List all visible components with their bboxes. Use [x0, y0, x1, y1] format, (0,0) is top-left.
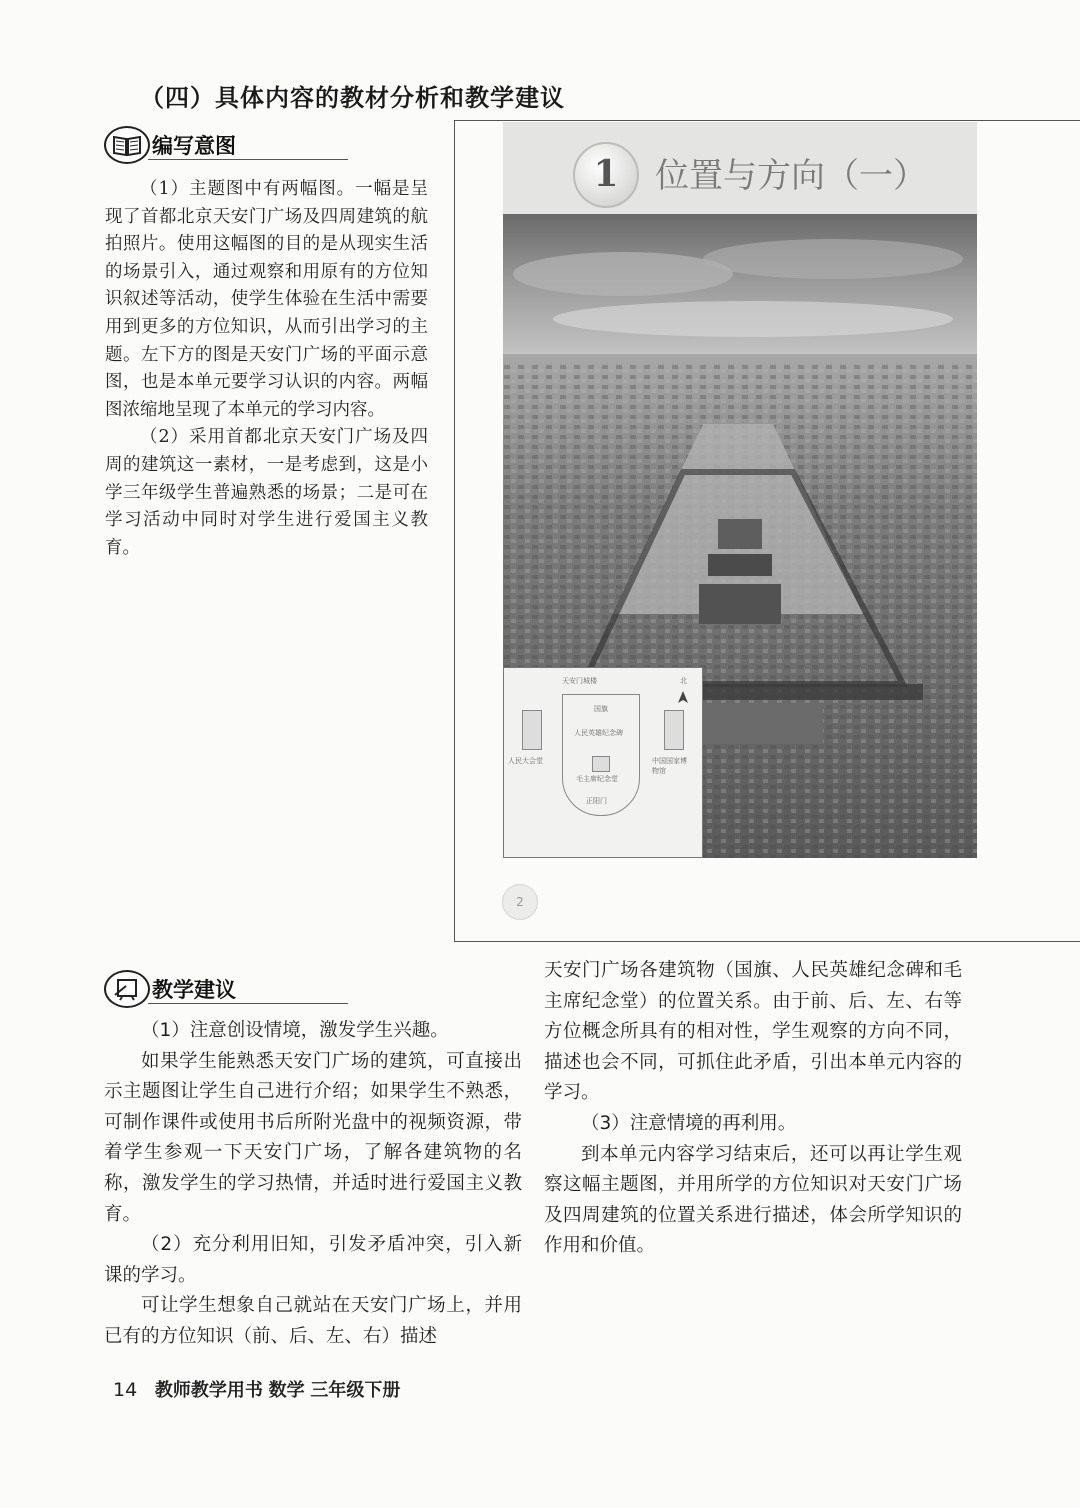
writing-intent-text — [105, 176, 428, 562]
map-label: 天安门城楼 — [562, 677, 597, 685]
heading-underline — [148, 1003, 348, 1004]
tiananmen-plan-map — [503, 667, 703, 858]
paragraph: 如果学生能熟悉天安门广场的建筑，可直接出示主题图让学生自己进行介绍；如果学生不熟悉，可制作课件或使用书后所附光盘中的视频资源，带着学生参观一下天安门广场，了解各建筑物的名称，激发学生的学习热情，并适时进行爱国主义教育。 — [104, 1050, 522, 1225]
open-book-icon — [104, 126, 150, 164]
paragraph: 可让学生想象自己就站在天安门广场上，并用已有的方位知识（前、后、左、右）描述 — [104, 1295, 522, 1347]
page-number: 14 — [113, 1379, 138, 1401]
section-title: （四）具体内容的教材分析和教学建议 — [140, 84, 565, 112]
map-label: 毛主席纪念堂 — [576, 775, 618, 783]
museum-block — [664, 710, 684, 750]
writing-intent-label: 编写意图 — [152, 134, 236, 158]
map-label: 国旗 — [594, 705, 608, 713]
textbook-page — [503, 122, 977, 858]
unit-number-badge: 1 — [573, 142, 639, 208]
north-arrow-icon — [676, 690, 690, 704]
north-arrow-label: 北 — [680, 677, 687, 685]
teacher-pointer-icon — [104, 970, 150, 1008]
paragraph: （1）注意创设情境，激发学生兴趣。 — [141, 1020, 449, 1041]
subject: 数学 — [268, 1380, 305, 1401]
map-label: 人民大会堂 — [508, 757, 543, 765]
paragraph: 天安门广场各建筑物（国旗、人民英雄纪念碑和毛主席纪念堂）的位置关系。由于前、后、左、右等方位概念所具有的相对性，学生观察的方向不同，描述也会不同，可抓住此矛盾，引出本单元内容的学习。 — [544, 960, 962, 1104]
paragraph: （2）充分利用旧知，引发矛盾冲突，引入新课的学习。 — [104, 1234, 522, 1286]
unit-header — [503, 122, 977, 214]
unit-title: 位置与方向（一） — [655, 156, 927, 196]
paragraph: 到本单元内容学习结束后，还可以再让学生观察这幅主题图，并用所学的方位知识对天安门广场及四周建筑的位置关系进行描述，体会所学知识的作用和价值。 — [544, 1143, 962, 1257]
teaching-suggestions-right — [544, 956, 962, 1262]
paragraph: （1）主题图中有两幅图。一幅是呈现了首都北京天安门广场及四周建筑的航拍照片。使用这幅图的目的是从现实生活的场景引入，通过观察和用原有的方位知识叙述等活动，使学生体验在生活中需要用到更多的方位知识，从而引出学习的主题。左下方的图是天安门广场的平面示意图，也是本单元要学习认识的内容。两幅图浓缩地呈现了本单元的学习内容。 — [105, 179, 428, 420]
paragraph: （2）采用首都北京天安门广场及四周的建筑这一素材，一是考虑到，这是小学三年级学生普遍熟悉的场景；二是可在学习活动中同时对学生进行爱国主义教育。 — [105, 427, 428, 558]
teaching-suggestions-left — [104, 1016, 522, 1353]
great-hall-block — [522, 710, 542, 750]
paragraph: （3）注意情境的再利用。 — [581, 1112, 797, 1134]
map-label: 人民英雄纪念碑 — [574, 729, 623, 737]
map-label: 中国国家博物馆 — [652, 757, 687, 775]
teaching-suggestions-label: 教学建议 — [152, 978, 236, 1002]
page-footer — [113, 1376, 400, 1402]
grade: 三年级下册 — [310, 1380, 401, 1401]
textbook-page-number: 2 — [502, 884, 538, 920]
map-label: 正阳门 — [586, 797, 607, 805]
book-title: 教师教学用书 — [154, 1380, 263, 1401]
square-outline — [562, 694, 640, 816]
heading-underline — [148, 159, 348, 160]
